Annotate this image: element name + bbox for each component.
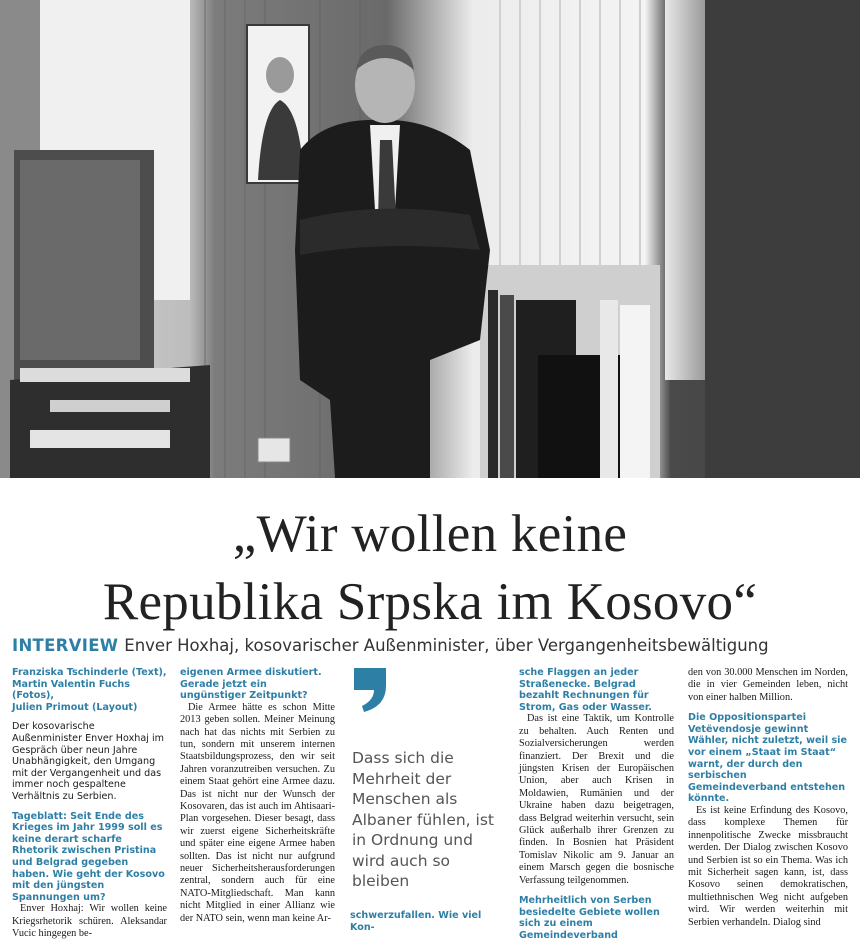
- column-1: [12, 667, 167, 940]
- interview-question: sche Flaggen an jeder Straßenecke. Belgrad bezahlt Rechnungen für Strom, Gas oder Wasser.: [519, 667, 652, 713]
- interview-answer: Das ist eine Taktik, um Kontrolle zu behalten. Auch Renten und Sozialversicherungen werden finanziert. Der Brexit und die jüngsten Krisen der Europäischen Union, aber auch Krisen in Moldawien, Rumänien und der Ukraine haben dazu beigetragen, dass Belgrad weiterhin versucht, sein Glück außerhalb ihrer Grenzen zu finden. In Bosnien hat Präsident Tomislav Nikolic am 9. Januar an einem Marsch gegen die bosnische Verfassung teilgenommen.: [519, 713, 674, 886]
- headline-line-1: „Wir wollen keine: [232, 505, 628, 563]
- quote-mark-icon: [350, 668, 390, 712]
- interview-answer: Die Armee hätte es schon Mitte 2013 geben sollen. Meiner Meinung nach hat das nichts mit Serbien zu tun, sondern mit unserem internen Staatsbildungsprozess, den wir seit Jahren voranzutreiben versuchen. Zu einem Staat gehört eine Armee dazu. Das ist nicht nur der Wunsch der Kosovaren, das ist auch im Ahtisaari-Plan vorgesehen. Dieser besagt, dass wir zuerst eigene Sicherheitskräfte und später eine eigene Armee haben sollten. Das ist nicht nur aufgrund neuer Sicherheitsherausforderungen zentral, sondern auch für eine NATO-Mitgliedschaft. Man kann nicht Mitglied in einer Allianz wie der NATO sein, wenn man keine Ar-: [180, 701, 335, 924]
- interview-answer: Enver Hoxhaj: Wir wollen keine Kriegsrhetorik schüren. Aleksandar Vucic hingegen be-: [12, 903, 167, 940]
- interview-question: Die Oppositionspartei Vetëvendosje gewinnt Wähler, nicht zuletzt, weil sie vor einem „Staat im Staat“ warnt, der durch den serbischen Gemeindeverband entstehen könnte.: [688, 712, 847, 805]
- interview-question: Mehrheitlich von Serben besiedelte Gebiete wollen sich zu einem Gemeindeverband: [519, 895, 660, 941]
- credit-line: Julien Primout (Layout): [12, 701, 138, 713]
- interview-question: eigenen Armee diskutiert. Gerade jetzt ein ungünstiger Zeitpunkt?: [180, 667, 322, 702]
- credit-line: Martin Valentin Fuchs (Fotos),: [12, 678, 130, 702]
- kicker-text: Enver Hoxhaj, kosovarischer Außenminister, über Vergangenheitsbewältigung: [124, 636, 769, 655]
- credit-line: Franziska Tschinderle (Text),: [12, 667, 167, 678]
- column-4: [519, 667, 674, 941]
- pull-quote: Dass sich die Mehrheit der Menschen als Albaner fühlen, ist in Ordnung und wird auch so bleiben: [352, 749, 494, 890]
- column-2: [180, 667, 335, 924]
- interview-answer: Es ist keine Erfindung des Kosovo, dass komplexe Themen für innenpolitische Zwecke missbraucht werden. Der Dialog zwischen Kosovo und Serbien ist so ein Thema. Was ich mit Sicherheit sagen kann, ist, dass Kosovo seinen demokratischen, multiethnischen Weg nicht aufgeben wird. Wir werden weiterhin mit Serbien verhandeln. Dialog sind: [688, 804, 848, 928]
- headline-line-2: Republika Srpska im Kosovo“: [102, 573, 758, 631]
- author-credits: [12, 667, 167, 713]
- interview-question: Tageblatt: Seit Ende des Krieges im Jahr 1999 soll es keine derart scharfe Rhetorik zwischen Pristina und Belgrad gegeben haben. Wie geht der Kosovo mit den jüngsten Spannungen um?: [12, 810, 165, 903]
- kicker: [12, 636, 852, 655]
- interview-question: schwerzufallen. Wie viel Kon-: [350, 910, 482, 933]
- article-lead: Der kosovarische Außenminister Enver Hoxhaj im Gespräch über neun Jahre Unabhängigkeit, den Umgang mit der Vergangenheit und das immer noch gespaltene Verhältnis zu Serbien.: [12, 721, 164, 802]
- interview-answer: den von 30.000 Menschen im Norden, die in vier Gemeinden leben, nicht von einer halben Million.: [688, 667, 848, 703]
- column-5: [688, 667, 848, 928]
- section-tag: INTERVIEW: [12, 636, 119, 655]
